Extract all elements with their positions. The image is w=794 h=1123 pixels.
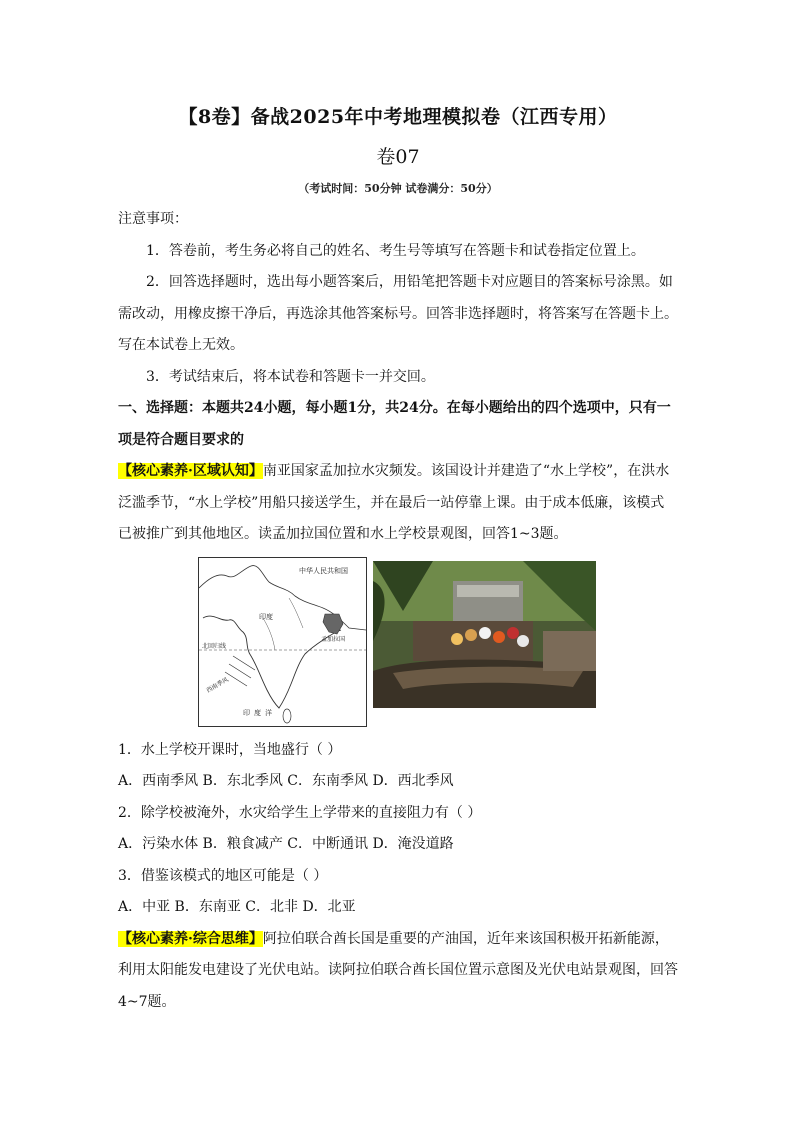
paper-number: 卷07 (376, 146, 420, 168)
page-title: 【8卷】备战2025年中考地理模拟卷（江西专用） (178, 106, 618, 128)
question-2-options: A．污染水体 B．粮食减产 C．中断通讯 D．淹没道路 (118, 836, 454, 852)
south-asia-map (198, 557, 367, 727)
notice-item: 1．答卷前，考生务必将自己的姓名、考生号等填写在答题卡和试卷指定位置上。 (146, 242, 645, 259)
map-label-bangladesh: 孟加拉国 (321, 635, 346, 643)
map-label-monsoon: 西南季风 (205, 675, 230, 694)
question-3-stem: 3．借鉴该模式的地区可能是（ ） (118, 867, 328, 884)
map-label-tropic: 北回归线 (202, 642, 227, 650)
figure-row (118, 557, 678, 727)
passage-text: 阿拉伯联合酋长国是重要的产油国，近年来该国积极开拓新能源，利用太阳能发电建设了光伏电站。读阿拉伯联合酋长国位置示意图及光伏电站景观图，回答4~7题。 (118, 930, 678, 1010)
passage-tag: 【核心素养·区域认知】 (118, 463, 263, 479)
map-label-china: 中华人民共和国 (299, 566, 348, 575)
exam-page (118, 100, 678, 1018)
notice-heading: 注意事项： (118, 211, 188, 227)
map-label-india: 印度 (259, 612, 273, 621)
map-label-ocean: 印度洋 (243, 708, 276, 717)
floating-school-photo (373, 561, 596, 708)
question-3-options: A．中亚 B．东南亚 C．北非 D．北亚 (118, 899, 356, 915)
passage-2 (118, 924, 678, 1019)
passage-tag: 【核心素养·综合思维】 (118, 930, 263, 947)
passage-text: 南亚国家孟加拉水灾频发。该国设计并建造了“水上学校”，在洪水泛滥季节，“水上学校”用船只接送学生，并在最后一站停靠上课。由于成本低廉，该模式已被推广到其他地区。读孟加拉国位置和水上学校景观图，回答1~3题。 (118, 463, 670, 542)
question-1-options: A．西南季风 B．东北季风 C．东南季风 D．西北季风 (118, 773, 454, 789)
exam-meta: （考试时间：50分钟 试卷满分：50分） (298, 182, 498, 195)
section-heading: 一、选择题：本题共24小题，每小题1分，共24分。在每小题给出的四个选项中，只有一项是符合题目要求的 (118, 400, 671, 448)
question-2-stem: 2．除学校被淹外，水灾给学生上学带来的直接阻力有（ ） (118, 804, 482, 821)
question-1-stem: 1．水上学校开课时，当地盛行（ ） (118, 741, 342, 758)
notice-item: 2．回答选择题时，选出每小题答案后，用铅笔把答题卡对应题目的答案标号涂黑。如需改动，用橡皮擦干净后，再选涂其他答案标号。回答非选择题时，将答案写在答题卡上。写在本试卷上无效。 (118, 274, 678, 353)
notice-item: 3．考试结束后，将本试卷和答题卡一并交回。 (146, 368, 435, 385)
photo-drawing (373, 561, 596, 708)
passage-1 (118, 456, 678, 551)
